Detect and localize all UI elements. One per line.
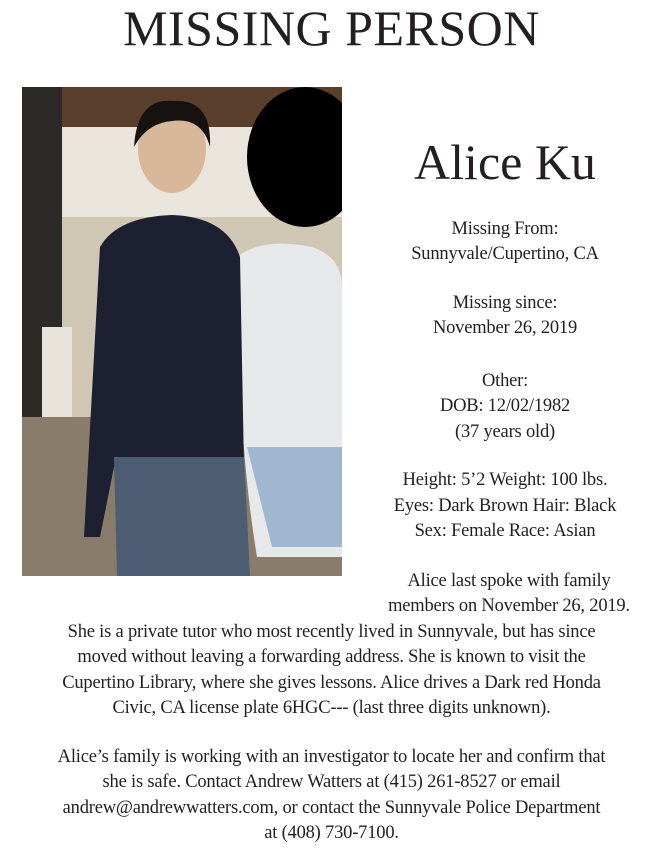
contact-line: andrew@andrewwatters.com, or contact the Sunnyvale Police Department — [62, 798, 601, 818]
sex-race: Sex: Female Race: Asian — [414, 521, 596, 541]
narrative-line: Cupertino Library, where she gives lessons. Alice drives a Dark red Honda — [62, 673, 601, 693]
poster-title: MISSING PERSON — [123, 0, 540, 56]
photo-illustration — [22, 87, 342, 576]
age: (37 years old) — [455, 422, 555, 442]
narrative-line: moved without leaving a forwarding address. She is known to visit the — [77, 647, 586, 667]
missing-since-value: November 26, 2019 — [432, 318, 578, 338]
narrative-line: members on November 26, 2019. — [388, 596, 630, 616]
height-weight: Height: 5’2 Weight: 100 lbs. — [402, 470, 608, 490]
person-name: Alice Ku — [414, 134, 596, 190]
other-label: Other: — [481, 371, 529, 391]
missing-person-photo — [22, 87, 342, 576]
contact-line: at (408) 730-7100. — [264, 823, 399, 843]
eyes-hair: Eyes: Dark Brown Hair: Black — [393, 496, 617, 516]
missing-since-label: Missing since: — [452, 293, 558, 313]
missing-from-label: Missing From: — [451, 219, 559, 239]
narrative-line: Civic, CA license plate 6HGC--- (last three digits unknown). — [112, 698, 551, 718]
missing-from-value: Sunnyvale/Cupertino, CA — [411, 244, 599, 264]
narrative-line: Alice last spoke with family — [407, 571, 611, 591]
contact-line: Alice’s family is working with an investigator to locate her and confirm that — [57, 747, 606, 767]
narrative-line: She is a private tutor who most recently lived in Sunnyvale, but has since — [67, 622, 596, 642]
dob: DOB: 12/02/1982 — [439, 396, 571, 416]
contact-line: she is safe. Contact Andrew Watters at (415) 261-8527 or email — [102, 772, 561, 792]
